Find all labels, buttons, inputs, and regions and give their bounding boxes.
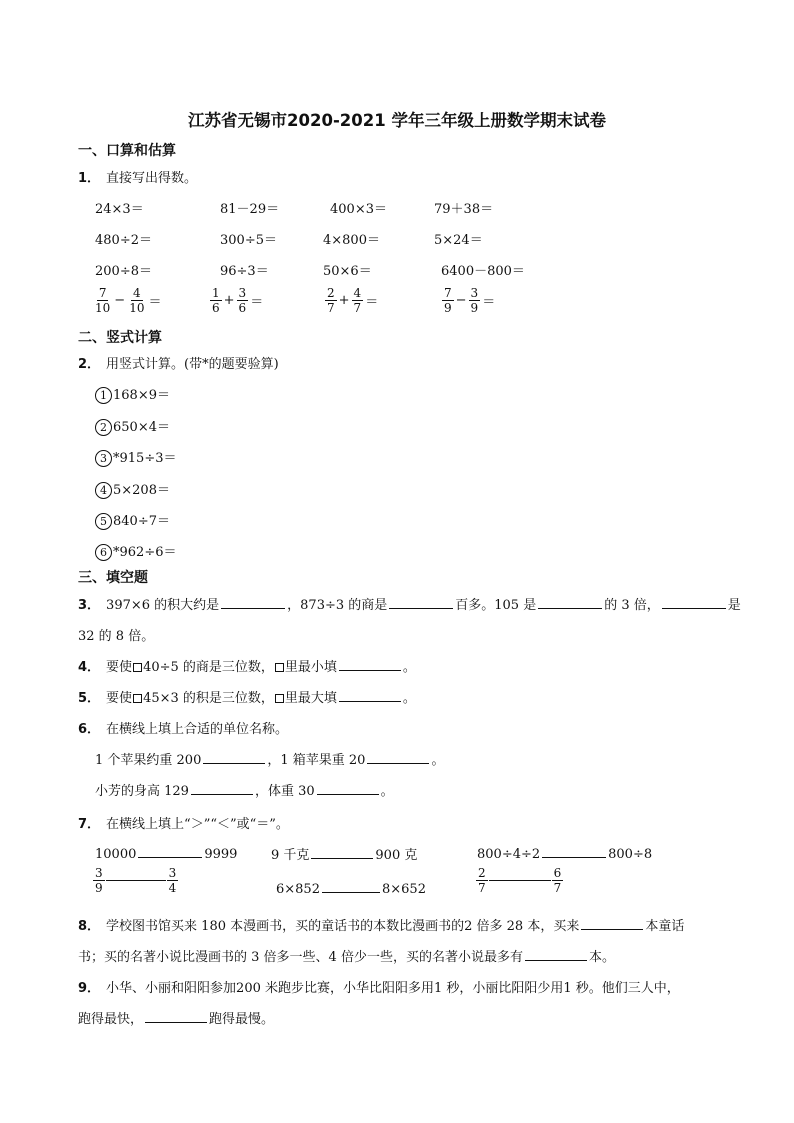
answer-blank[interactable] bbox=[542, 844, 606, 858]
compare-item: 6×852 8×652 bbox=[276, 879, 426, 897]
answer-blank[interactable] bbox=[203, 750, 265, 764]
answer-blank[interactable] bbox=[367, 750, 429, 764]
circled-number: 1 bbox=[95, 387, 112, 404]
question-3: 3． 397×6 的积大约是 ，873÷3 的商是 百多。105 是 的 3 倍， 是 bbox=[78, 594, 741, 613]
calc-item: 5×24＝ bbox=[434, 233, 483, 248]
answer-blank[interactable] bbox=[145, 1009, 207, 1023]
calc-item: 24×3＝ bbox=[95, 202, 144, 217]
vertical-calc-item: 3 *915÷3＝ bbox=[95, 447, 176, 467]
circled-number: 3 bbox=[95, 450, 112, 467]
answer-blank[interactable] bbox=[322, 879, 380, 893]
calc-item: 200÷8＝ bbox=[95, 264, 152, 279]
answer-blank[interactable] bbox=[221, 595, 285, 609]
section-heading-2: 二、竖式计算 bbox=[78, 330, 162, 346]
compare-item: 10000 9999 bbox=[95, 844, 237, 862]
question-3-continued: 32 的 8 倍。 bbox=[78, 629, 155, 644]
vertical-calc-item: 5 840÷7＝ bbox=[95, 510, 170, 530]
answer-blank[interactable] bbox=[538, 595, 602, 609]
circled-number: 6 bbox=[95, 544, 112, 561]
vertical-calc-item: 4 5×208＝ bbox=[95, 479, 170, 499]
answer-blank[interactable] bbox=[311, 845, 373, 859]
calc-item: 480÷2＝ bbox=[95, 233, 152, 248]
question-5: 5． 要使 45×3 的积是三位数， 里最大填 。 bbox=[78, 687, 416, 706]
square-box-icon bbox=[133, 694, 142, 703]
square-box-icon bbox=[275, 694, 284, 703]
answer-blank[interactable] bbox=[389, 595, 453, 609]
question-4: 4． 要使 40÷5 的商是三位数， 里最小填 。 bbox=[78, 656, 416, 675]
question-6-line-2: 小芳的身高 129 ，体重 30 。 bbox=[95, 780, 394, 799]
compare-fraction-item: $\frac{2}{7}$ $\frac{6}{7}$ bbox=[478, 866, 562, 895]
fraction-expression: $\frac{7}{9}$ − $\frac{3}{9}$ ＝ bbox=[444, 286, 496, 315]
question-number: 2． bbox=[78, 357, 101, 372]
compare-fraction-item: $\frac{3}{9}$ $\frac{3}{4}$ bbox=[95, 866, 177, 895]
fraction-expression: $\frac{2}{7}$ + $\frac{4}{7}$ ＝ bbox=[327, 286, 379, 315]
question-text: 直接写出得数。 bbox=[106, 171, 198, 186]
question-9: 9． 小华、小丽和阳阳参加200 米跑步比赛，小华比阳阳多用1 秒，小丽比阳阳少用1 秒。他们三人中， bbox=[78, 981, 680, 996]
calc-item: 300÷5＝ bbox=[220, 233, 277, 248]
calc-item: 50×6＝ bbox=[323, 264, 372, 279]
vertical-calc-item: 2 650×4＝ bbox=[95, 416, 170, 436]
answer-blank[interactable] bbox=[581, 916, 643, 930]
answer-blank[interactable] bbox=[339, 657, 401, 671]
question-7: 7． 在横线上填上“＞”“＜”或“＝”。 bbox=[78, 817, 289, 832]
compare-item: 800÷4÷2 800÷8 bbox=[477, 844, 652, 862]
compare-item: 9 千克 900 克 bbox=[271, 844, 417, 863]
fraction-expression: $\frac{7}{10}$ − $\frac{4}{10}$ ＝ bbox=[95, 286, 162, 315]
answer-blank[interactable] bbox=[525, 947, 587, 961]
answer-blank[interactable] bbox=[138, 844, 202, 858]
answer-blank[interactable] bbox=[191, 781, 253, 795]
vertical-calc-item: 1 168×9＝ bbox=[95, 384, 170, 404]
calc-item: 81－29＝ bbox=[220, 202, 280, 217]
answer-blank[interactable] bbox=[317, 781, 379, 795]
question-8-continued: 书；买的名著小说比漫画书的 3 倍多一些、4 倍少一些，买的名著小说最多有 本。 bbox=[78, 946, 615, 965]
calc-item: 79＋38＝ bbox=[434, 202, 494, 217]
answer-blank[interactable] bbox=[662, 595, 726, 609]
calc-item: 96÷3＝ bbox=[220, 264, 269, 279]
section-heading-3: 三、填空题 bbox=[78, 570, 148, 586]
calc-item: 400×3＝ bbox=[330, 202, 387, 217]
page-title: 江苏省无锡市2020-2021 学年三年级上册数学期末试卷 bbox=[188, 111, 606, 130]
square-box-icon bbox=[133, 663, 142, 672]
answer-blank[interactable] bbox=[489, 880, 551, 881]
square-box-icon bbox=[275, 663, 284, 672]
answer-blank[interactable] bbox=[339, 688, 401, 702]
answer-blank[interactable] bbox=[106, 880, 166, 881]
calc-item: 4×800＝ bbox=[323, 233, 380, 248]
circled-number: 5 bbox=[95, 513, 112, 530]
circled-number: 2 bbox=[95, 419, 112, 436]
circled-number: 4 bbox=[95, 482, 112, 499]
question-9-continued: 跑得最快， 跑得最慢。 bbox=[78, 1008, 274, 1027]
fraction-expression: $\frac{1}{6}$ + $\frac{3}{6}$ ＝ bbox=[212, 286, 264, 315]
question-6-line-1: 1 个苹果约重 200 ，1 箱苹果重 20 。 bbox=[95, 749, 444, 768]
question-2 bbox=[78, 353, 279, 372]
calc-item: 6400－800＝ bbox=[441, 264, 525, 279]
question-6: 6． 在横线上填上合适的单位名称。 bbox=[78, 722, 289, 737]
vertical-calc-item: 6 *962÷6＝ bbox=[95, 541, 176, 561]
question-number: 1． bbox=[78, 171, 101, 186]
question-1 bbox=[78, 167, 197, 186]
question-8: 8． 学校图书馆买来 180 本漫画书，买的童话书的本数比漫画书的2 倍多 28 本，买来 本童话 bbox=[78, 915, 684, 934]
question-text: 用竖式计算。(带*的题要验算) bbox=[106, 357, 279, 372]
section-heading-1: 一、口算和估算 bbox=[78, 143, 176, 159]
